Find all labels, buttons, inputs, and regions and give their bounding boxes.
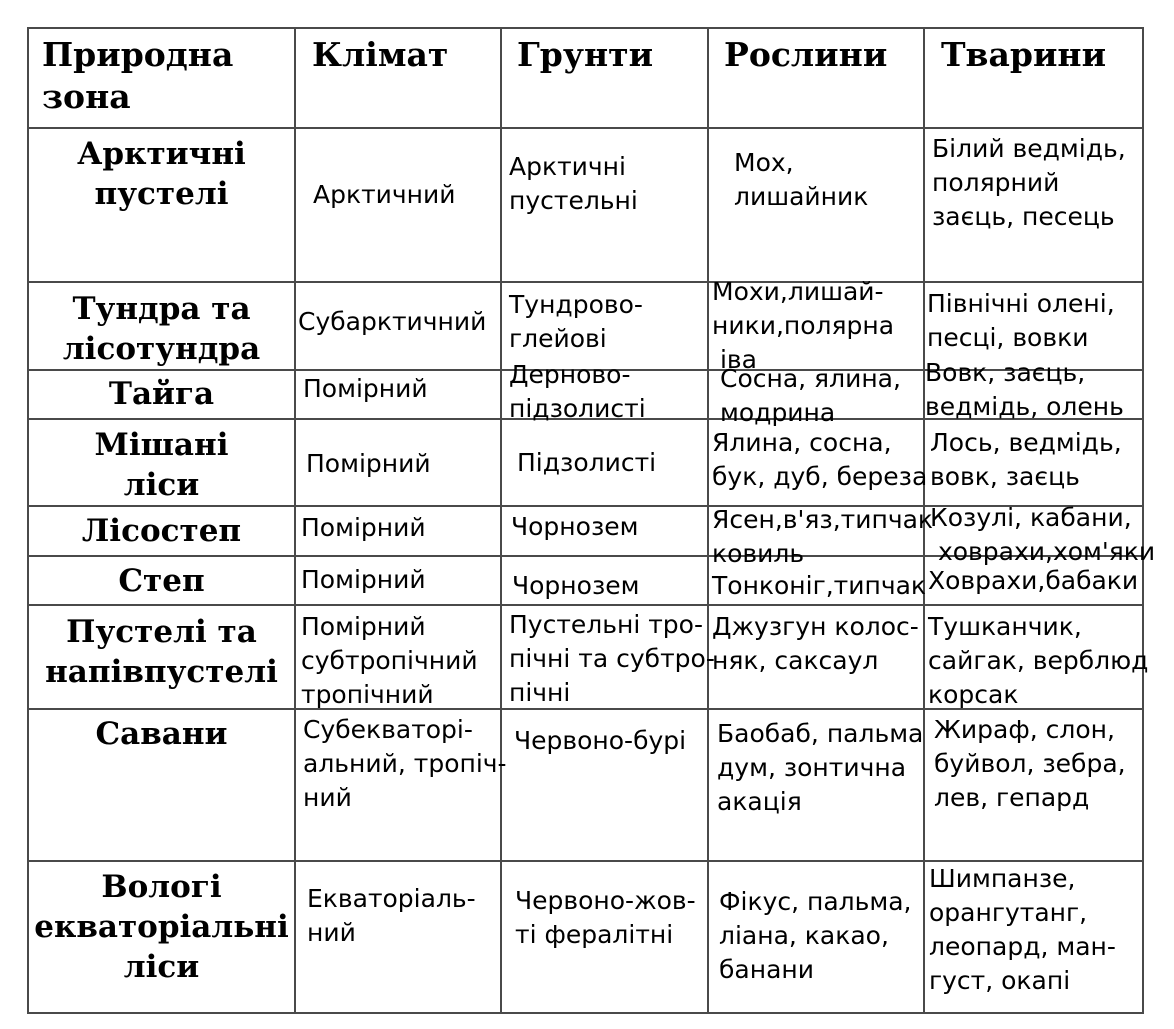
plants-cell: Джузгун колос- няк, саксаул	[712, 612, 919, 675]
soils-cell: Дерново- підзолисті	[509, 360, 646, 423]
zone-cell: Степ	[118, 563, 205, 599]
plants-cell: Мох, лишайник	[734, 148, 869, 211]
plants-cell: Баобаб, пальма дум, зонтична акація	[717, 719, 924, 816]
animals-cell: Козулі, кабани, ховрахи,хом'яки	[930, 503, 1156, 566]
animals-cell: Білий ведмідь, полярний заєць, песець	[932, 134, 1126, 231]
soils-cell: Червоно-жов- ті фералітні	[515, 886, 696, 949]
soils-cell: Арктичні пустельні	[509, 152, 638, 215]
grid-line	[27, 127, 1144, 129]
grid-line	[294, 27, 296, 1014]
header-climate: Клімат	[312, 35, 449, 74]
zone-cell: Тайга	[108, 376, 215, 412]
header-zone: Природна зона	[42, 35, 234, 116]
zone-cell: Лісостеп	[81, 513, 242, 549]
climate-cell: Помірний	[301, 513, 426, 542]
climate-cell: Субарктичний	[298, 307, 487, 336]
grid-line	[27, 281, 1144, 283]
animals-cell: Тушканчик, сайгак, верблюд корсак	[928, 612, 1149, 709]
animals-cell: Шимпанзе, орангутанг, леопард, ман- густ, окапі	[929, 864, 1116, 995]
grid-line	[27, 604, 1144, 606]
climate-cell: Помірний	[303, 374, 428, 403]
soils-cell: Тундрово- глейові	[509, 290, 643, 353]
animals-cell: Ховрахи,бабаки	[928, 566, 1139, 595]
animals-cell: Лось, ведмідь, вовк, заєць	[930, 428, 1122, 491]
grid-line	[27, 1012, 1144, 1014]
animals-cell: Жираф, слон, буйвол, зебра, лев, гепард	[934, 715, 1126, 812]
plants-cell: Сосна, ялина, модрина	[720, 364, 901, 427]
climate-cell: Екваторіаль- ний	[307, 884, 476, 947]
grid-line	[27, 27, 1144, 29]
zone-cell: Тундра та лісотундра	[62, 291, 261, 367]
zone-cell: Вологі екваторіальні ліси	[34, 869, 289, 985]
plants-cell: Мохи,лишай- ники,полярна іва	[712, 277, 895, 374]
header-plants: Рослини	[724, 35, 888, 74]
plants-cell: Ясен,в'яз,типчак ковиль	[712, 505, 934, 568]
climate-cell: Субекваторі- альний, тропіч- ний	[303, 715, 507, 812]
header-soils: Грунти	[517, 35, 654, 74]
soils-cell: Чорнозем	[511, 512, 639, 541]
climate-cell: Арктичний	[313, 180, 456, 209]
zone-cell: Мішані ліси	[94, 427, 229, 503]
grid-line	[707, 27, 709, 1014]
climate-cell: Помірний	[306, 449, 431, 478]
soils-cell: Підзолисті	[517, 448, 657, 477]
soils-cell: Чорнозем	[512, 571, 640, 600]
climate-cell: Помірний субтропічний тропічний	[301, 612, 478, 709]
header-animals: Тварини	[941, 35, 1107, 74]
zone-cell: Арктичні пустелі	[77, 136, 246, 212]
soils-cell: Пустельні тро- пічні та субтро- пічні	[509, 610, 715, 707]
animals-cell: Північні олені, песці, вовки	[927, 289, 1115, 352]
plants-cell: Фікус, пальма, ліана, какао, банани	[719, 887, 912, 984]
grid-line	[500, 27, 502, 1014]
zone-cell: Савани	[95, 716, 228, 752]
zone-cell: Пустелі та напівпустелі	[45, 614, 278, 690]
climate-cell: Помірний	[301, 565, 426, 594]
animals-cell: Вовк, заєць, ведмідь, олень	[925, 358, 1124, 421]
soils-cell: Червоно-бурі	[514, 726, 687, 755]
plants-cell: Тонконіг,типчак	[712, 571, 927, 600]
plants-cell: Ялина, сосна, бук, дуб, береза	[712, 428, 928, 491]
